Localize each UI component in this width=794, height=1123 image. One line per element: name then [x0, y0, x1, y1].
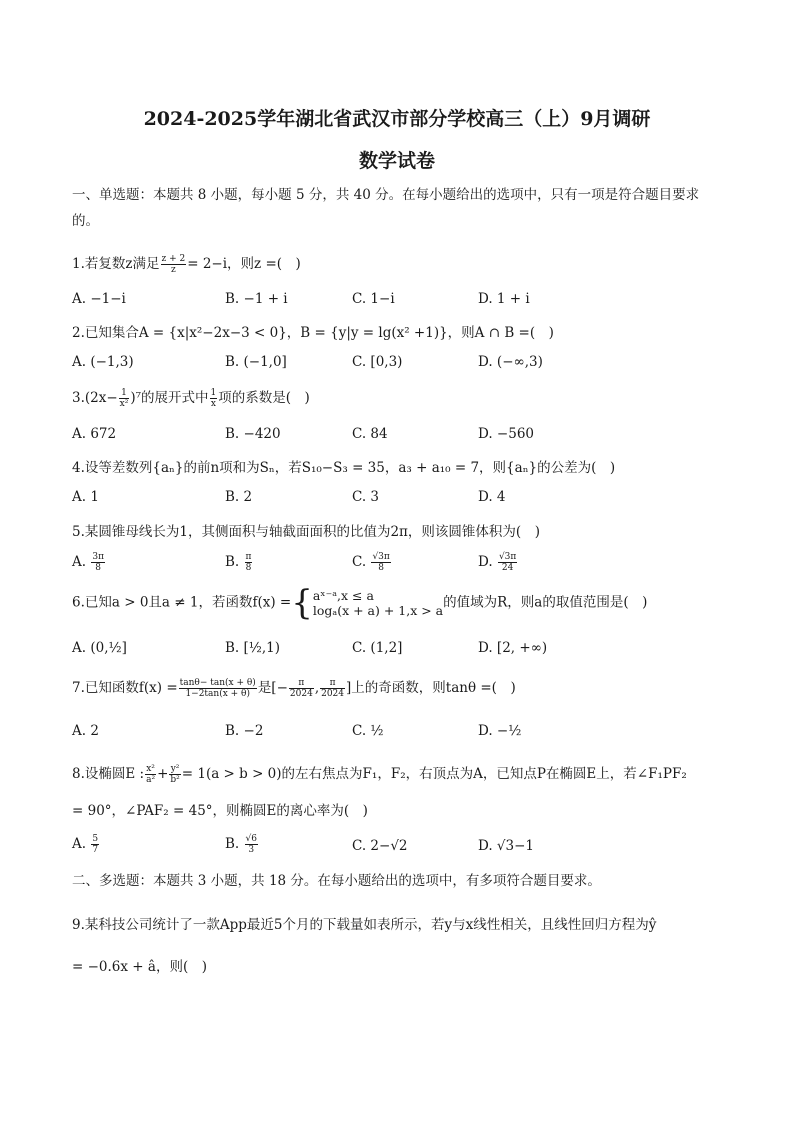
q1-frac-num: z + 2	[161, 254, 186, 264]
q5-b-label: B.	[225, 554, 240, 570]
question-8	[72, 762, 722, 785]
q1-prefix: 1.若复数z满足	[72, 256, 160, 272]
q6-option-a[interactable]: A. (0,½]	[72, 640, 127, 656]
q7-option-c[interactable]: C. ½	[352, 723, 384, 739]
q5-a-fraction	[91, 552, 105, 573]
q5-option-c[interactable]	[352, 552, 392, 573]
q7-i2-den: 2024	[321, 689, 345, 699]
q7-part4: ]上的奇函数，则tanθ =( )	[346, 680, 516, 696]
q1-option-b[interactable]: B. −1 + i	[225, 291, 288, 307]
q7-option-a[interactable]: A. 2	[72, 723, 99, 739]
q5-a-den: 8	[95, 563, 102, 573]
q8-options	[72, 834, 722, 860]
q5-d-label: D.	[478, 554, 493, 570]
q6-brace: {	[291, 583, 313, 623]
q5-options	[72, 552, 722, 578]
question-7	[72, 676, 722, 699]
q7-i1-den: 2024	[289, 689, 313, 699]
q8-plus: +	[157, 766, 169, 782]
q6-part1: 6.已知a > 0且a ≠ 1，若函数f(x) =	[72, 594, 292, 611]
q8-b-fraction	[245, 834, 258, 855]
q3-part3: 项的系数是( )	[218, 390, 310, 406]
q8-option-c[interactable]: C. 2−√2	[352, 838, 408, 854]
q6-case-1: aˣ⁻ᵃ,x ≤ a	[312, 588, 374, 603]
q3-part2: )⁷的展开式中	[130, 390, 209, 406]
question-6	[72, 583, 722, 623]
q2-option-c[interactable]: C. [0,3)	[352, 354, 403, 370]
q6-piecewise	[313, 588, 443, 618]
q6-case-2: logₐ(x + a) + 1,x > a	[312, 603, 444, 618]
q8-option-a[interactable]	[72, 834, 100, 855]
question-4: 4.设等差数列{aₙ}的前n项和为Sₙ，若S₁₀−S₃ = 35，a₃ + a₁₀ = 7，则{aₙ}的公差为( )	[72, 460, 616, 476]
q3-part1: 3.(2x−	[72, 390, 118, 406]
q8-x-fraction	[145, 764, 156, 785]
q8-b-den: 3	[248, 845, 255, 855]
q6-option-d[interactable]: D. [2, +∞)	[478, 640, 548, 656]
q3-f1-num: 1	[119, 388, 130, 399]
q3-f2-den: x	[210, 399, 216, 409]
q3-option-b[interactable]: B. −420	[225, 426, 281, 442]
q5-b-fraction	[245, 552, 253, 573]
q2-option-b[interactable]: B. (−1,0]	[225, 354, 287, 370]
q6-options	[72, 640, 722, 660]
question-8-line2: = 90°，∠PAF₂ = 45°，则椭圆E的离心率为( )	[72, 803, 368, 819]
q3-fraction-1	[119, 388, 130, 409]
question-9: 9.某科技公司统计了一款App最近5个月的下载量如表所示，若y与x线性相关，且线性回归方程为ŷ	[72, 917, 657, 933]
q1-frac-den: z	[170, 265, 176, 275]
q8-option-d[interactable]: D. √3−1	[478, 838, 535, 854]
q4-options	[72, 489, 722, 509]
q8-a-den: 7	[92, 845, 99, 855]
q5-d-den: 24	[501, 563, 514, 573]
q4-option-c[interactable]: C. 3	[352, 489, 380, 505]
q8-yd: b²	[170, 775, 180, 785]
q3-option-a[interactable]: A. 672	[72, 426, 117, 442]
q4-option-b[interactable]: B. 2	[225, 489, 253, 505]
q6-option-c[interactable]: C. (1,2]	[352, 640, 403, 656]
q8-xd: a²	[146, 775, 156, 785]
question-2: 2.已知集合A = {x|x²−2x−3 < 0}，B = {y|y = lg(x² +1)}，则A ∩ B =( )	[72, 325, 554, 341]
q3-f2-num: 1	[210, 388, 217, 398]
q8-y-fraction	[169, 764, 180, 785]
q8-b-num: √6	[245, 834, 257, 844]
q3-options	[72, 426, 722, 446]
q3-option-c[interactable]: C. 84	[352, 426, 388, 442]
q7-option-b[interactable]: B. −2	[225, 723, 264, 739]
q7-option-d[interactable]: D. −½	[478, 723, 522, 739]
q5-d-num: √3π	[498, 552, 517, 562]
section-single-choice: 一、单选题：本题共 8 小题，每小题 5 分，共 40 分。在每小题给出的选项中，只有一项是符合题目要求的。	[72, 187, 700, 229]
q8-yn: y²	[170, 764, 180, 774]
q5-b-den: 8	[245, 563, 252, 573]
q6-part2: 的值域为R，则a的取值范围是( )	[443, 594, 648, 611]
question-5: 5.某圆锥母线长为1，其侧面积与轴截面面积的比值为2π，则该圆锥体积为( )	[72, 524, 540, 540]
q1-suffix: = 2−i，则z =( )	[187, 256, 301, 272]
q7-frac-num: tanθ− tan(x + θ)	[179, 678, 256, 688]
q1-option-d[interactable]: D. 1 + i	[478, 291, 530, 307]
exam-title: 2024-2025学年湖北省武汉市部分学校高三（上）9月调研	[143, 108, 651, 130]
q7-interval-right	[320, 678, 345, 699]
q5-option-d[interactable]	[478, 552, 518, 573]
q8-a-num: 5	[92, 834, 99, 844]
q7-i1-num: π	[289, 678, 314, 689]
q7-part1: 7.已知函数f(x) =	[72, 680, 178, 696]
q7-fraction	[179, 678, 257, 699]
q1-fraction	[161, 254, 187, 275]
question-3	[72, 386, 722, 409]
q3-f1-den: x²	[119, 399, 129, 409]
q4-option-a[interactable]: A. 1	[72, 489, 99, 505]
question-9-line2: = −0.6x + â，则( )	[72, 959, 207, 975]
q1-option-c[interactable]: C. 1−i	[352, 291, 395, 307]
q2-option-a[interactable]: A. (−1,3)	[72, 354, 134, 370]
q7-part3: ,	[314, 680, 320, 696]
q5-b-num: π	[245, 552, 252, 562]
question-1	[72, 252, 722, 275]
q6-option-b[interactable]: B. [½,1)	[225, 640, 281, 656]
q7-i2-num: π	[320, 678, 345, 689]
q1-option-a[interactable]: A. −1−i	[72, 291, 126, 307]
q8-a-label: A.	[72, 836, 87, 852]
q7-frac-den: 1−2tan(x + θ)	[185, 689, 250, 699]
q5-a-num: 3π	[92, 552, 104, 562]
q3-fraction-2	[210, 388, 218, 409]
exam-subtitle: 数学试卷	[358, 150, 435, 172]
q4-option-d[interactable]: D. 4	[478, 489, 506, 505]
q5-option-b[interactable]	[225, 552, 253, 573]
q3-option-d[interactable]: D. −560	[478, 426, 535, 442]
q2-options	[72, 354, 722, 374]
q5-c-den: 8	[378, 563, 384, 573]
q8-part2: = 1(a > b > 0)的左右焦点为F₁，F₂，右顶点为A，已知点P在椭圆E上，若∠F₁PF₂	[181, 766, 687, 782]
q1-options	[72, 291, 722, 311]
q5-c-fraction	[371, 552, 390, 573]
q7-interval-left	[289, 678, 314, 699]
q5-c-label: C.	[352, 554, 367, 570]
q5-d-fraction	[498, 552, 517, 573]
q5-a-label: A.	[72, 554, 87, 570]
q8-a-fraction	[91, 834, 99, 855]
q8-part1: 8.设椭圆E :	[72, 766, 145, 782]
q8-option-b[interactable]	[225, 834, 259, 855]
q8-xn: x²	[146, 764, 155, 774]
section-multi-choice: 二、多选题：本题共 3 小题，共 18 分。在每小题给出的选项中，有多项符合题目要求。	[72, 873, 601, 889]
q5-option-a[interactable]	[72, 552, 106, 573]
q2-option-d[interactable]: D. (−∞,3)	[478, 354, 543, 370]
q7-part2: 是[−	[257, 680, 288, 696]
q8-b-label: B.	[225, 836, 240, 852]
q7-options	[72, 723, 722, 743]
q5-c-num: √3π	[372, 552, 390, 562]
